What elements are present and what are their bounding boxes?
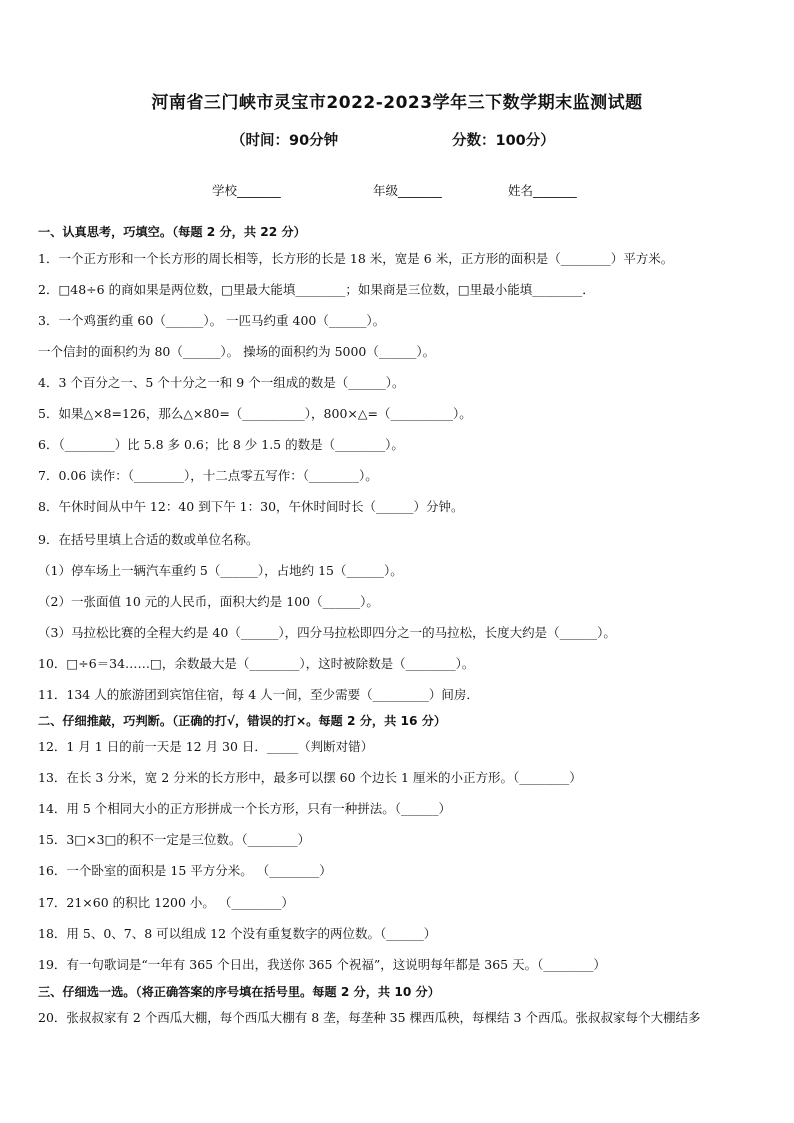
- question-19: 19．有一句歌词是“一年有 365 个日出，我送你 365 个祝福”，这说明每年都是 365 天。（________）: [38, 957, 606, 972]
- question-4: 4．3 个百分之一、5 个十分之一和 9 个一组成的数是（______）。: [38, 375, 405, 390]
- question-9: 9．在括号里填上合适的数或单位名称。: [38, 532, 259, 547]
- question-3-continued: 一个信封的面积约为 80（______）。 操场的面积约为 5000（______）。: [38, 344, 436, 359]
- question-10: 10．□÷6＝34……□，余数最大是（________），这时被除数是（________）。: [38, 656, 475, 671]
- school-field[interactable]: 学校_______: [212, 183, 281, 198]
- question-17: 17．21×60 的积比 1200 小。 （________）: [38, 895, 294, 910]
- question-12: 12．1 月 1 日的前一天是 12 月 30 日．_____（判断对错）: [38, 739, 374, 754]
- question-6: 6．（________）比 5.8 多 0.6；比 8 少 1.5 的数是（________）。: [38, 437, 404, 452]
- question-2: 2．□48÷6 的商如果是两位数，□里最大能填________；如果商是三位数，□里最小能填________．: [38, 282, 595, 297]
- exam-title: 河南省三门峡市灵宝市2022-2023学年三下数学期末监测试题: [151, 93, 643, 113]
- question-8: 8．午休时间从中午 12：40 到下午 1：30，午休时间时长（______）分钟。: [38, 499, 464, 514]
- total-score: 分数：100分）: [452, 133, 555, 149]
- question-7: 7．0.06 读作：（________），十二点零五写作：（________）。: [38, 468, 378, 483]
- question-20: 20．张叔叔家有 2 个西瓜大棚，每个西瓜大棚有 8 垄，每垄种 35 棵西瓜秧，每棵结 3 个西瓜。张叔叔家每个大棚结多: [38, 1010, 701, 1025]
- question-1: 1．一个正方形和一个长方形的周长相等，长方形的长是 18 米，宽是 6 米，正方形的面积是（________）平方米。: [38, 251, 674, 266]
- question-11: 11．134 人的旅游团到宾馆住宿，每 4 人一间，至少需要（_________）间房．: [38, 687, 479, 702]
- question-5: 5．如果△×8=126，那么△×80=（__________），800×△=（__________）。: [38, 406, 472, 421]
- question-14: 14．用 5 个相同大小的正方形拼成一个长方形，只有一种拼法。（______）: [38, 801, 452, 816]
- question-15: 15．3□×3□的积不一定是三位数。（________）: [38, 832, 311, 847]
- question-9-part-2: （2）一张面值 10 元的人民币，面积大约是 100（______）。: [38, 594, 379, 609]
- section-heading-true-false: 二、仔细推敲，巧判断。（正确的打√，错误的打×。每题 2 分，共 16 分）: [38, 714, 447, 728]
- question-9-part-1: （1）停车场上一辆汽车重约 5（______），占地约 15（______）。: [38, 563, 403, 578]
- question-3: 3．一个鸡蛋约重 60（______）。 一匹马约重 400（______）。: [38, 313, 386, 328]
- section-heading-multiple-choice: 三、仔细选一选。（将正确答案的序号填在括号里。每题 2 分，共 10 分）: [38, 985, 440, 999]
- question-9-part-3: （3）马拉松比赛的全程大约是 40（______），四分马拉松即四分之一的马拉松，长度大约是（______）。: [38, 625, 616, 640]
- time-limit: （时间：90分钟: [231, 133, 339, 149]
- section-heading-fill-blank: 一、认真思考，巧填空。（每题 2 分，共 22 分）: [38, 225, 306, 239]
- question-16: 16．一个卧室的面积是 15 平方分米。 （________）: [38, 863, 332, 878]
- question-18: 18．用 5、0、7、8 可以组成 12 个没有重复数字的两位数。（______）: [38, 926, 437, 941]
- name-field[interactable]: 姓名_______: [508, 183, 577, 198]
- grade-field[interactable]: 年级_______: [373, 183, 442, 198]
- question-13: 13．在长 3 分米，宽 2 分米的长方形中，最多可以摆 60 个边长 1 厘米的小正方形。（________）: [38, 770, 582, 785]
